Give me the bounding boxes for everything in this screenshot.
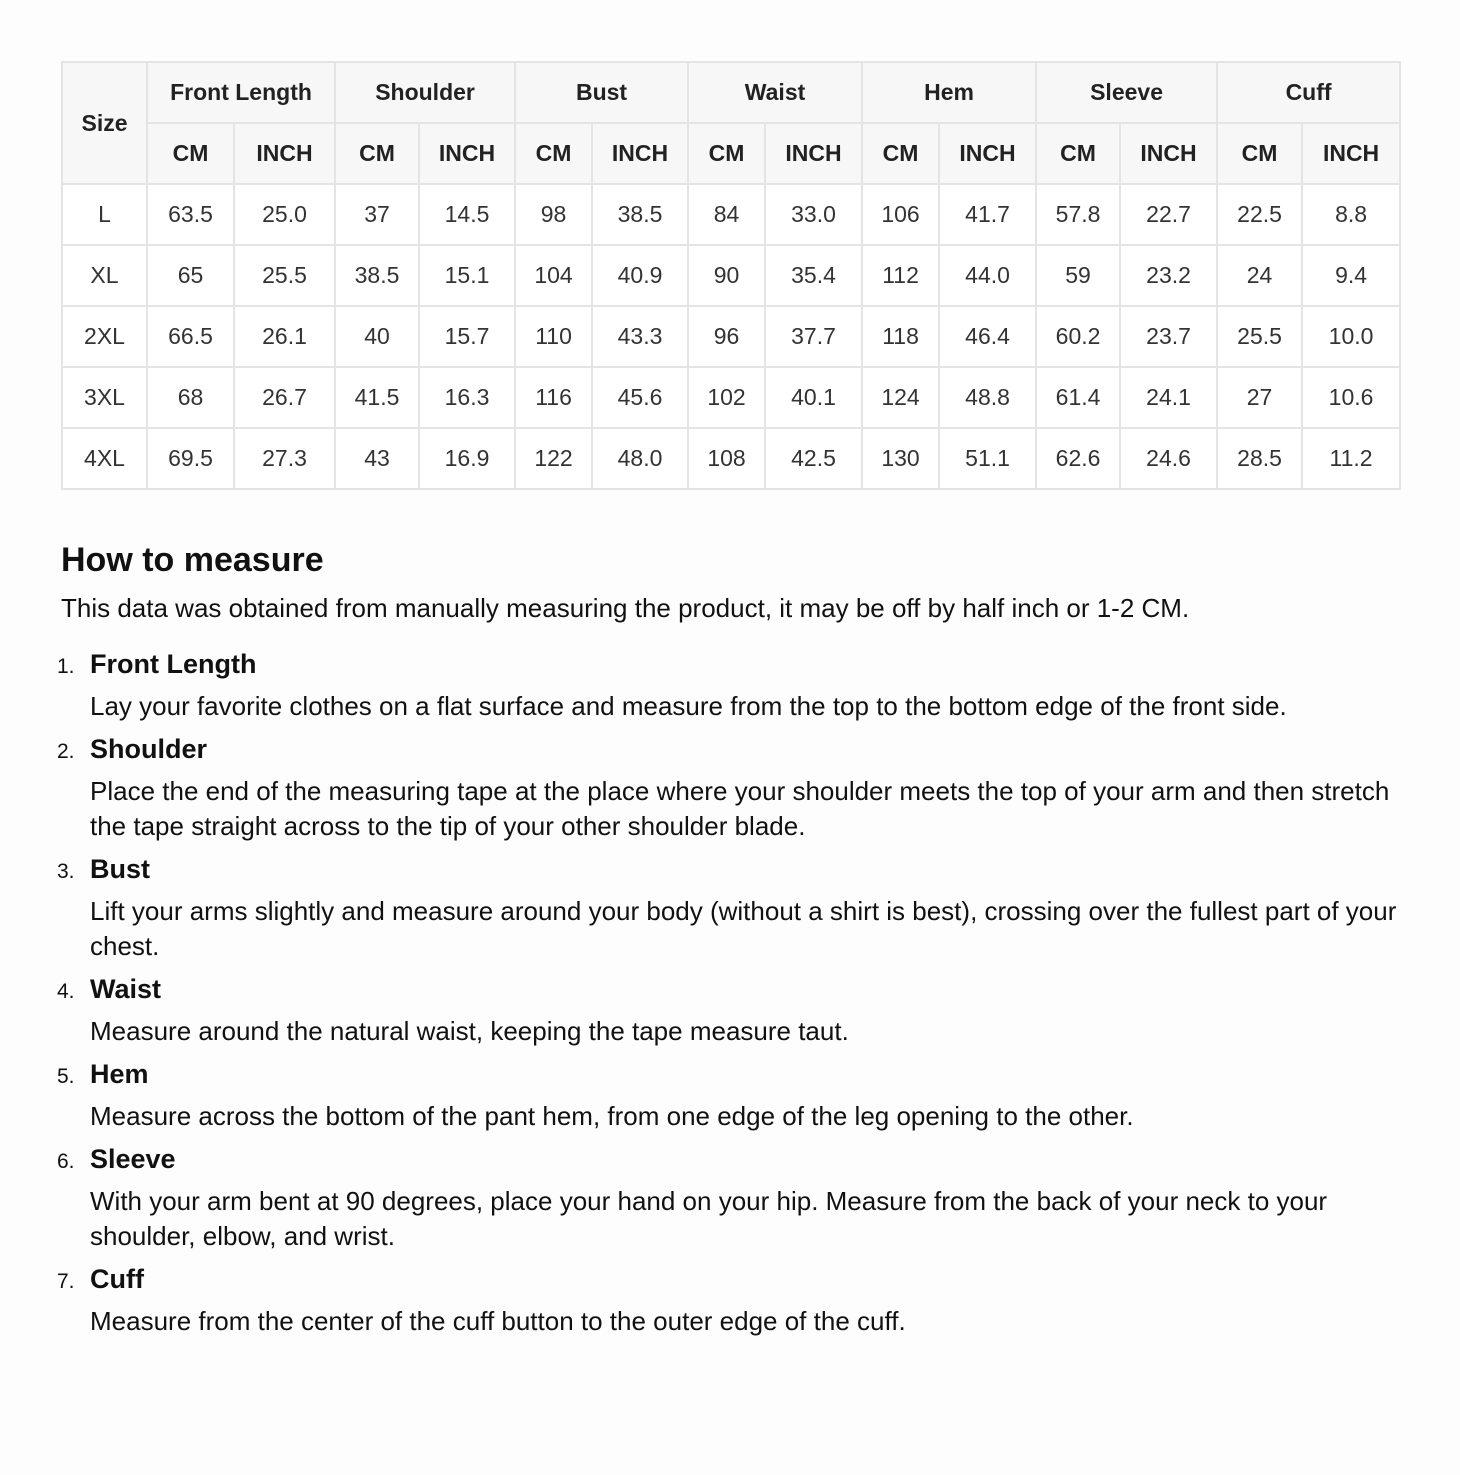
measure-steps-list [57, 646, 1421, 1339]
value-cell: 112 [862, 245, 939, 306]
value-cell: 43 [335, 428, 419, 489]
table-body [62, 184, 1400, 489]
step-description: Place the end of the measuring tape at the place where your shoulder meets the top of your arm and then stretch the tape straight across to the tip of your other shoulder blade. [90, 776, 1390, 841]
unit-inch-header: INCH [1120, 123, 1217, 184]
unit-inch-header: INCH [765, 123, 862, 184]
value-cell: 104 [515, 245, 592, 306]
step-description: Lay your favorite clothes on a flat surface and measure from the top to the bottom edge of the front side. [90, 691, 1287, 721]
section-heading: How to measure [61, 541, 324, 579]
size-cell: 2XL [62, 306, 147, 367]
value-cell: 40.1 [765, 367, 862, 428]
value-cell: 122 [515, 428, 592, 489]
value-cell: 16.9 [419, 428, 515, 489]
step-number: 3. [57, 860, 75, 883]
value-cell: 35.4 [765, 245, 862, 306]
table-row [62, 245, 1400, 306]
value-cell: 33.0 [765, 184, 862, 245]
step-number: 5. [57, 1065, 75, 1088]
step-bust [57, 851, 1421, 964]
step-cuff [57, 1261, 1421, 1339]
value-cell: 41.5 [335, 367, 419, 428]
step-number: 7. [57, 1270, 75, 1293]
table-row [62, 306, 1400, 367]
header-hem: Hem [862, 62, 1036, 123]
value-cell: 40.9 [592, 245, 688, 306]
size-cell: 3XL [62, 367, 147, 428]
value-cell: 22.7 [1120, 184, 1217, 245]
value-cell: 10.6 [1302, 367, 1400, 428]
header-shoulder: Shoulder [335, 62, 515, 123]
unit-cm-header: CM [1036, 123, 1120, 184]
value-cell: 38.5 [592, 184, 688, 245]
value-cell: 106 [862, 184, 939, 245]
value-cell: 61.4 [1036, 367, 1120, 428]
value-cell: 27 [1217, 367, 1302, 428]
unit-cm-header: CM [335, 123, 419, 184]
value-cell: 28.5 [1217, 428, 1302, 489]
unit-inch-header: INCH [234, 123, 335, 184]
value-cell: 14.5 [419, 184, 515, 245]
value-cell: 118 [862, 306, 939, 367]
value-cell: 84 [688, 184, 765, 245]
step-description: With your arm bent at 90 degrees, place your hand on your hip. Measure from the back of your neck to your shoulder, elbow, and wrist. [90, 1186, 1328, 1251]
value-cell: 98 [515, 184, 592, 245]
value-cell: 42.5 [765, 428, 862, 489]
step-title: Waist [90, 974, 162, 1004]
unit-inch-header: INCH [592, 123, 688, 184]
value-cell: 63.5 [147, 184, 234, 245]
value-cell: 27.3 [234, 428, 335, 489]
value-cell: 102 [688, 367, 765, 428]
value-cell: 46.4 [939, 306, 1036, 367]
step-shoulder [57, 731, 1421, 844]
table-row [62, 367, 1400, 428]
step-hem [57, 1056, 1421, 1134]
value-cell: 9.4 [1302, 245, 1400, 306]
unit-cm-header: CM [1217, 123, 1302, 184]
value-cell: 40 [335, 306, 419, 367]
unit-cm-header: CM [147, 123, 234, 184]
step-description: Lift your arms slightly and measure around your body (without a shirt is best), crossing over the fullest part of your chest. [90, 896, 1397, 961]
step-sleeve [57, 1141, 1421, 1254]
value-cell: 65 [147, 245, 234, 306]
value-cell: 24.6 [1120, 428, 1217, 489]
value-cell: 11.2 [1302, 428, 1400, 489]
value-cell: 15.1 [419, 245, 515, 306]
step-waist [57, 971, 1421, 1049]
value-cell: 37.7 [765, 306, 862, 367]
step-title: Hem [90, 1059, 149, 1089]
step-title: Sleeve [90, 1144, 176, 1174]
value-cell: 44.0 [939, 245, 1036, 306]
value-cell: 90 [688, 245, 765, 306]
value-cell: 57.8 [1036, 184, 1120, 245]
value-cell: 37 [335, 184, 419, 245]
size-cell: XL [62, 245, 147, 306]
table-row [62, 428, 1400, 489]
unit-cm-header: CM [862, 123, 939, 184]
step-number: 2. [57, 740, 75, 763]
step-description: Measure from the center of the cuff button to the outer edge of the cuff. [90, 1306, 906, 1336]
step-front-length [57, 646, 1421, 724]
step-title: Cuff [90, 1264, 144, 1294]
header-size: Size [62, 62, 147, 184]
value-cell: 8.8 [1302, 184, 1400, 245]
value-cell: 23.7 [1120, 306, 1217, 367]
size-cell: L [62, 184, 147, 245]
step-title: Shoulder [90, 734, 208, 764]
value-cell: 41.7 [939, 184, 1036, 245]
header-row-groups [62, 62, 1400, 123]
header-front-length: Front Length [147, 62, 335, 123]
header-bust: Bust [515, 62, 688, 123]
header-cuff: Cuff [1217, 62, 1400, 123]
unit-inch-header: INCH [1302, 123, 1400, 184]
step-number: 4. [57, 980, 75, 1003]
value-cell: 26.7 [234, 367, 335, 428]
value-cell: 45.6 [592, 367, 688, 428]
value-cell: 23.2 [1120, 245, 1217, 306]
value-cell: 116 [515, 367, 592, 428]
value-cell: 62.6 [1036, 428, 1120, 489]
value-cell: 48.8 [939, 367, 1036, 428]
value-cell: 25.0 [234, 184, 335, 245]
value-cell: 24 [1217, 245, 1302, 306]
value-cell: 25.5 [234, 245, 335, 306]
value-cell: 16.3 [419, 367, 515, 428]
header-sleeve: Sleeve [1036, 62, 1217, 123]
size-cell: 4XL [62, 428, 147, 489]
value-cell: 10.0 [1302, 306, 1400, 367]
unit-cm-header: CM [688, 123, 765, 184]
value-cell: 59 [1036, 245, 1120, 306]
value-cell: 130 [862, 428, 939, 489]
value-cell: 96 [688, 306, 765, 367]
table-row [62, 184, 1400, 245]
value-cell: 124 [862, 367, 939, 428]
how-to-measure-section [57, 536, 1421, 1346]
value-cell: 66.5 [147, 306, 234, 367]
value-cell: 26.1 [234, 306, 335, 367]
intro-text: This data was obtained from manually measuring the product, it may be off by half inch or 1-2 CM. [61, 593, 1190, 623]
value-cell: 43.3 [592, 306, 688, 367]
value-cell: 68 [147, 367, 234, 428]
step-description: Measure around the natural waist, keeping the tape measure taut. [90, 1016, 849, 1046]
unit-inch-header: INCH [419, 123, 515, 184]
value-cell: 22.5 [1217, 184, 1302, 245]
value-cell: 15.7 [419, 306, 515, 367]
header-waist: Waist [688, 62, 862, 123]
value-cell: 25.5 [1217, 306, 1302, 367]
value-cell: 108 [688, 428, 765, 489]
step-number: 1. [57, 655, 75, 678]
unit-inch-header: INCH [939, 123, 1036, 184]
unit-cm-header: CM [515, 123, 592, 184]
table-header [62, 62, 1400, 184]
size-chart-table [61, 61, 1401, 490]
step-description: Measure across the bottom of the pant hem, from one edge of the leg opening to the other. [90, 1101, 1134, 1131]
value-cell: 69.5 [147, 428, 234, 489]
value-cell: 24.1 [1120, 367, 1217, 428]
step-title: Bust [90, 854, 150, 884]
header-row-units [62, 123, 1400, 184]
value-cell: 38.5 [335, 245, 419, 306]
step-title: Front Length [90, 649, 257, 679]
value-cell: 60.2 [1036, 306, 1120, 367]
step-number: 6. [57, 1150, 75, 1173]
value-cell: 48.0 [592, 428, 688, 489]
value-cell: 51.1 [939, 428, 1036, 489]
value-cell: 110 [515, 306, 592, 367]
